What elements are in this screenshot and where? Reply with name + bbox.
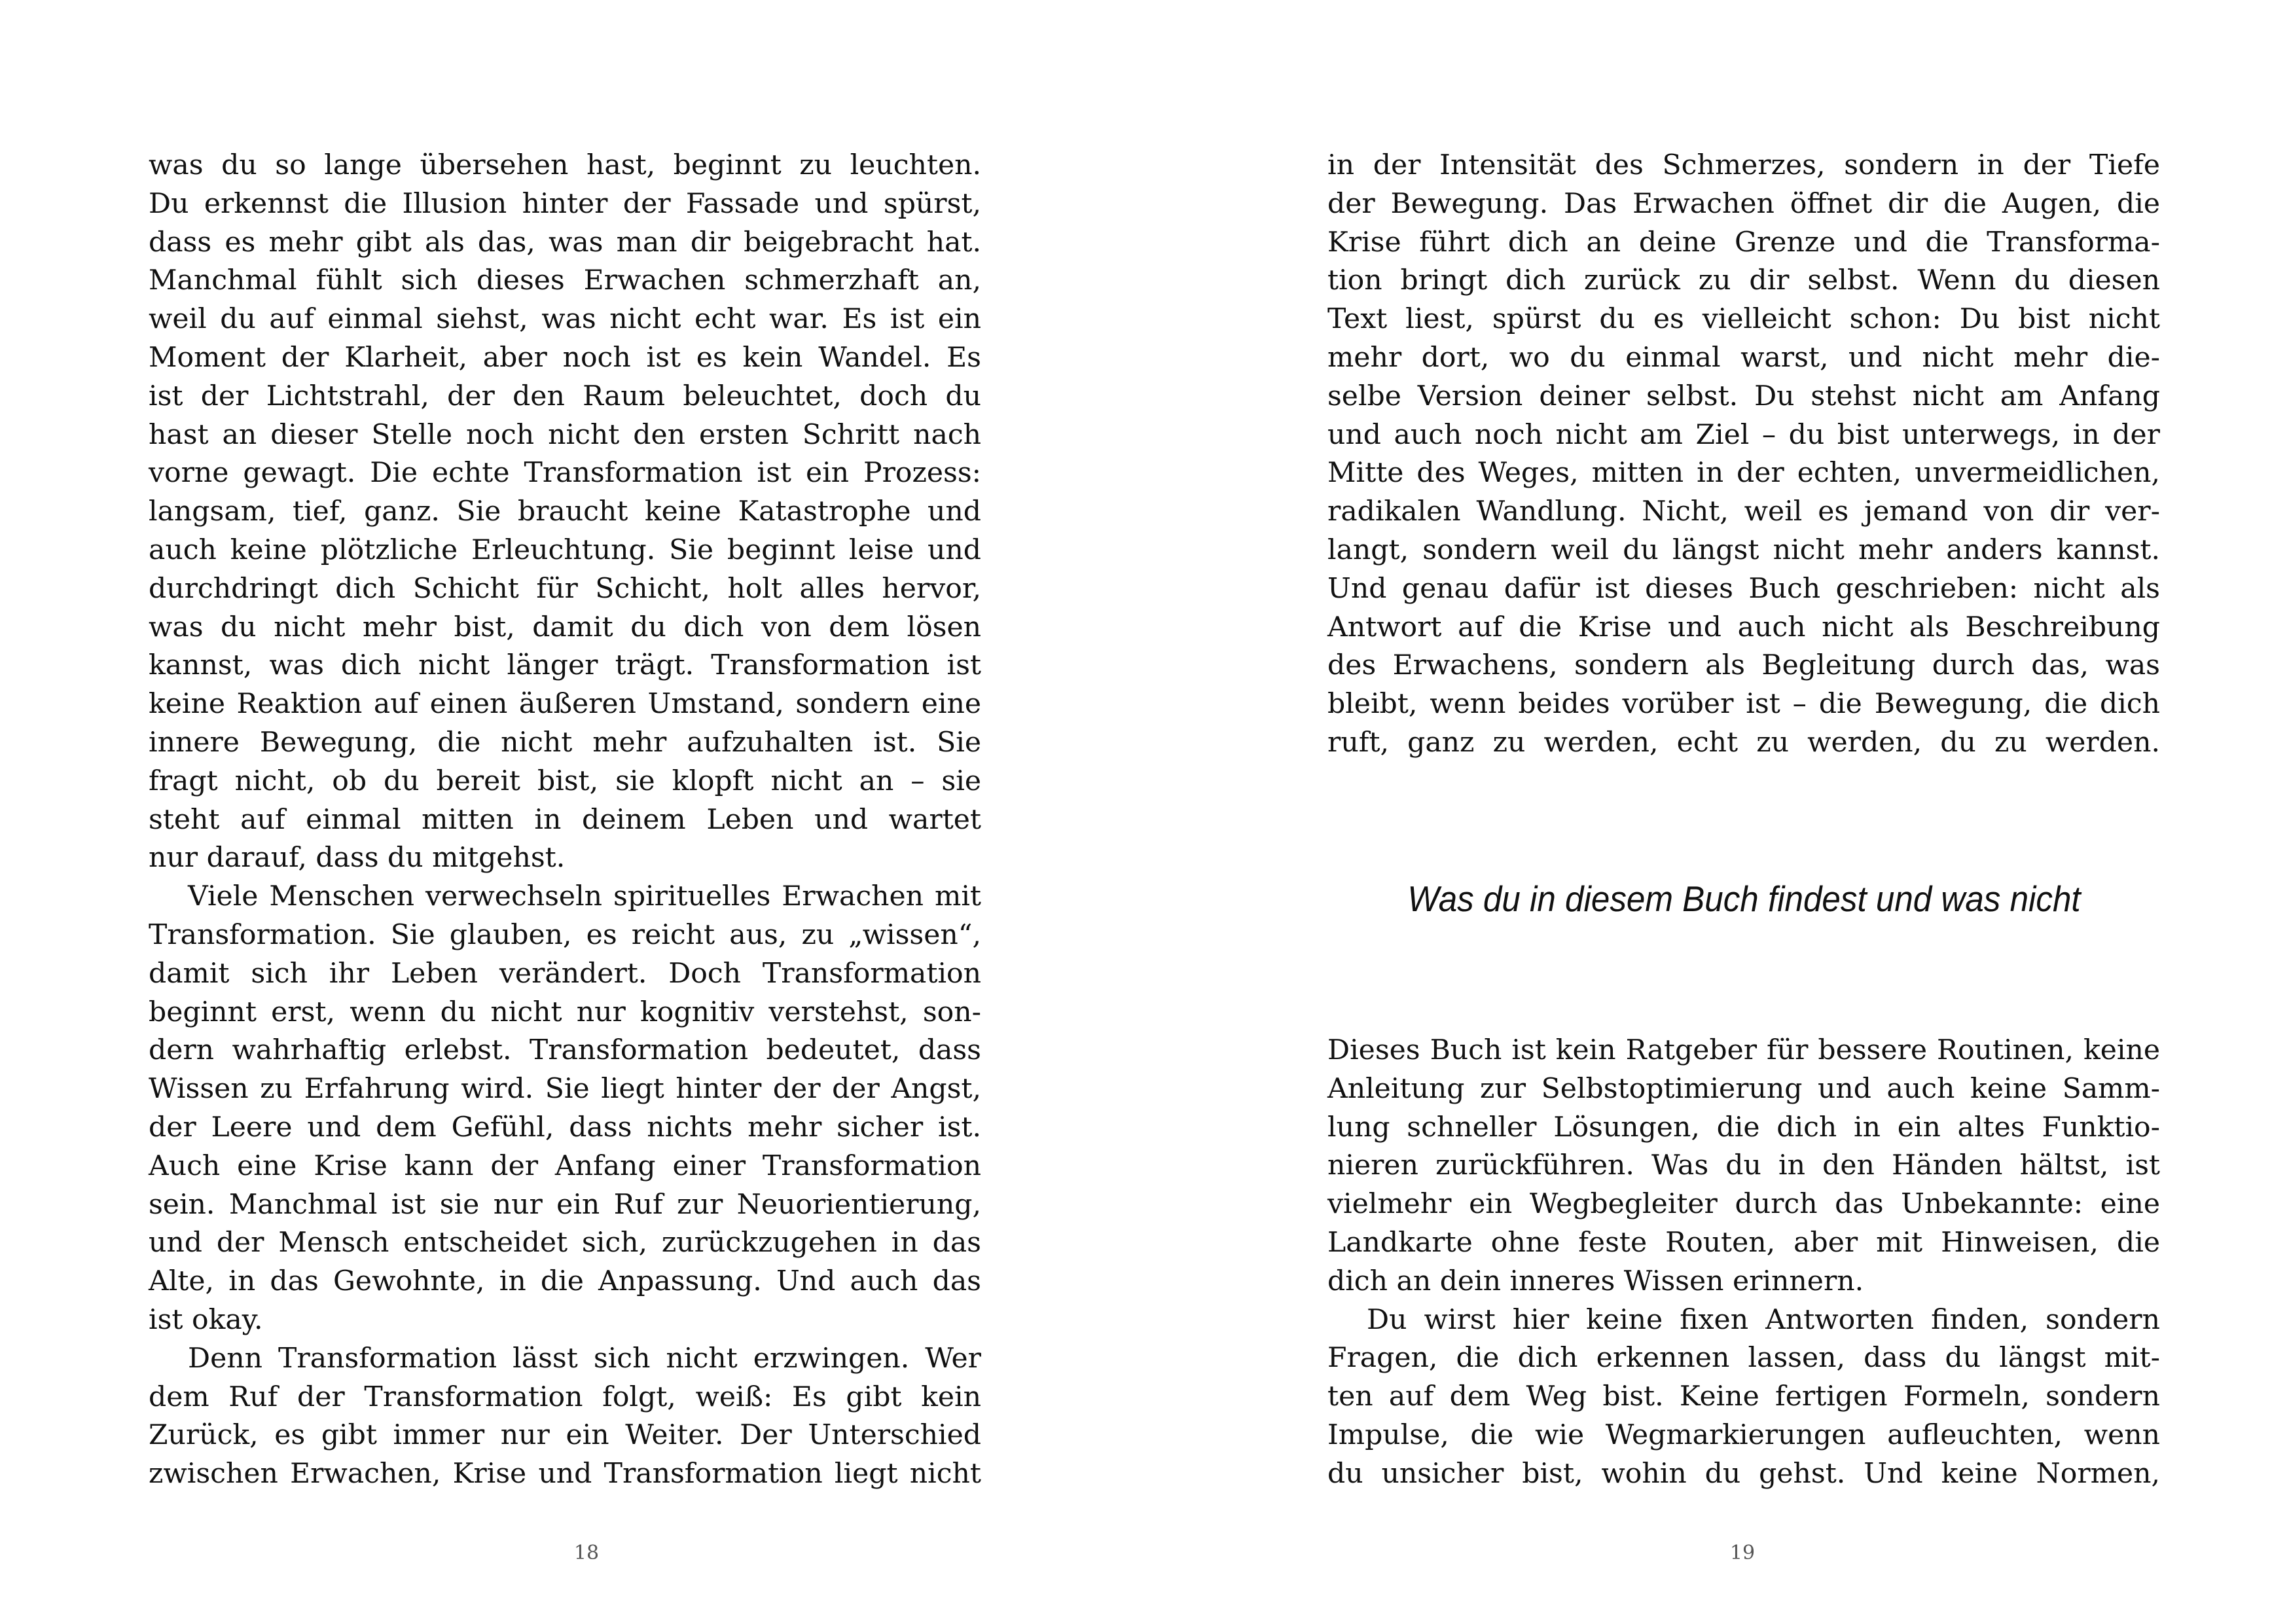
text-line: radikalen Wandlung. Nicht, weil es jemand von dir ver- (1327, 496, 2160, 528)
text-line: dich an dein inneres Wissen erinnern. (1327, 1265, 1864, 1297)
text-line: der Bewegung. Das Erwachen öffnet dir die Augen, die (1327, 187, 2160, 220)
text-line: ist der Lichtstrahl, der den Raum beleuchtet, doch du (149, 380, 981, 412)
text-line: vorne gewagt. Die echte Transformation ist ein Prozess: (149, 457, 981, 490)
page-number-left: 18 (573, 1542, 600, 1564)
text-line: dern wahrhaftig erlebst. Transformation bedeutet, dass (149, 1034, 981, 1067)
text-line: was du so lange übersehen hast, beginnt zu leuchten. (149, 149, 981, 181)
text-line: mehr dort, wo du einmal warst, und nicht mehr die- (1327, 341, 2160, 374)
text-line: der Leere und dem Gefühl, dass nichts mehr sicher ist. (149, 1111, 981, 1144)
text-line: Antwort auf die Krise und auch nicht als Beschreibung (1327, 611, 2160, 643)
text-line: fragt nicht, ob du bereit bist, sie klopft nicht an – sie (149, 765, 981, 797)
section-heading: Was du in diesem Buch findest und was nicht (1407, 878, 2081, 919)
text-line: langsam, tief, ganz. Sie braucht keine Katastrophe und (149, 496, 981, 528)
text-line: zwischen Erwachen, Krise und Transformation liegt nicht (149, 1458, 981, 1490)
text-line: Text liest, spürst du es vielleicht schon: Du bist nicht (1327, 303, 2160, 336)
text-line: Krise führt dich an deine Grenze und die Transforma- (1327, 226, 2160, 259)
page-number-right: 19 (1729, 1542, 1756, 1564)
text-line: damit sich ihr Leben verändert. Doch Transformation (149, 957, 981, 990)
text-line: sein. Manchmal ist sie nur ein Ruf zur Neuorientierung, (149, 1188, 981, 1221)
text-line: nieren zurückführen. Was du in den Händen hältst, ist (1327, 1149, 2160, 1182)
text-line: ruft, ganz zu werden, echt zu werden, du zu werden. (1327, 726, 2160, 759)
text-line: ist okay. (149, 1303, 263, 1336)
right-page-body-text-top (1327, 147, 2160, 763)
text-line: vielmehr ein Wegbegleiter durch das Unbekannte: eine (1327, 1188, 2160, 1221)
text-line: Denn Transformation lässt sich nicht erzwingen. Wer (188, 1342, 981, 1375)
text-line: keine Reaktion auf einen äußeren Umstand, sondern eine (149, 688, 981, 721)
text-line: in der Intensität des Schmerzes, sondern in der Tiefe (1327, 149, 2160, 181)
right-page-body-text-bottom (1327, 1032, 2160, 1494)
text-line: weil du auf einmal siehst, was nicht echt war. Es ist ein (149, 303, 981, 336)
text-line: steht auf einmal mitten in deinem Leben und wartet (149, 803, 981, 836)
text-line: nur darauf, dass du mitgehst. (149, 842, 566, 875)
text-line: des Erwachens, sondern als Begleitung durch das, was (1327, 649, 2160, 682)
text-line: Du erkennst die Illusion hinter der Fassade und spürst, (149, 187, 981, 220)
text-line: auch keine plötzliche Erleuchtung. Sie beginnt leise und (149, 533, 981, 566)
text-line: innere Bewegung, die nicht mehr aufzuhalten ist. Sie (149, 726, 981, 759)
text-line: Landkarte ohne feste Routen, aber mit Hinweisen, die (1327, 1226, 2160, 1259)
text-line: langt, sondern weil du längst nicht mehr anders kannst. (1327, 533, 2160, 566)
text-line: selbe Version deiner selbst. Du stehst nicht am Anfang (1327, 380, 2160, 412)
left-page-body-text (149, 147, 981, 1494)
text-line: durchdringt dich Schicht für Schicht, holt alles hervor, (149, 572, 981, 605)
text-line: Dieses Buch ist kein Ratgeber für bessere Routinen, keine (1327, 1034, 2160, 1066)
text-line: Viele Menschen verwechseln spirituelles Erwachen mit (188, 880, 981, 913)
text-line: ten auf dem Weg bist. Keine fertigen Formeln, sondern (1327, 1380, 2160, 1413)
text-line: Zurück, es gibt immer nur ein Weiter. Der Unterschied (149, 1419, 981, 1452)
text-line: Moment der Klarheit, aber noch ist es kein Wandel. Es (149, 341, 981, 374)
text-line: Anleitung zur Selbstoptimierung und auch keine Samm- (1327, 1072, 2160, 1105)
text-line: und der Mensch entscheidet sich, zurückzugehen in das (149, 1227, 981, 1259)
text-line: lung schneller Lösungen, die dich in ein altes Funktio- (1327, 1111, 2160, 1144)
text-line: Und genau dafür ist dieses Buch geschrieben: nicht als (1327, 572, 2160, 605)
text-line: Alte, in das Gewohnte, in die Anpassung. Und auch das (149, 1265, 981, 1298)
text-line: Impulse, die wie Wegmarkierungen aufleuchten, wenn (1327, 1418, 2160, 1451)
text-line: dem Ruf der Transformation folgt, weiß: Es gibt kein (149, 1380, 981, 1413)
text-line: bleibt, wenn beides vorüber ist – die Bewegung, die dich (1327, 688, 2160, 721)
text-line: Manchmal fühlt sich dieses Erwachen schmerzhaft an, (149, 264, 981, 297)
text-line: Du wirst hier keine fixen Antworten finden, sondern (1367, 1303, 2160, 1336)
text-line: Fragen, die dich erkennen lassen, dass du längst mit- (1327, 1342, 2160, 1375)
text-line: Auch eine Krise kann der Anfang einer Transformation (149, 1149, 981, 1182)
text-line: du unsicher bist, wohin du gehst. Und keine Normen, (1327, 1457, 2160, 1490)
text-line: Transformation. Sie glauben, es reicht aus, zu „wissen“, (149, 918, 981, 951)
text-line: was du nicht mehr bist, damit du dich von dem lösen (149, 611, 981, 643)
text-line: und auch noch nicht am Ziel – du bist unterwegs, in der (1327, 418, 2160, 451)
text-line: dass es mehr gibt als das, was man dir beigebracht hat. (149, 226, 981, 259)
text-line: kannst, was dich nicht länger trägt. Transformation ist (149, 649, 981, 682)
text-line: tion bringt dich zurück zu dir selbst. Wenn du diesen (1327, 264, 2160, 297)
text-line: Wissen zu Erfahrung wird. Sie liegt hinter der der Angst, (149, 1073, 981, 1106)
text-line: hast an dieser Stelle noch nicht den ersten Schritt nach (149, 418, 981, 451)
text-line: beginnt erst, wenn du nicht nur kognitiv verstehst, son- (149, 996, 981, 1028)
text-line: Mitte des Weges, mitten in der echten, unvermeidlichen, (1327, 457, 2160, 490)
